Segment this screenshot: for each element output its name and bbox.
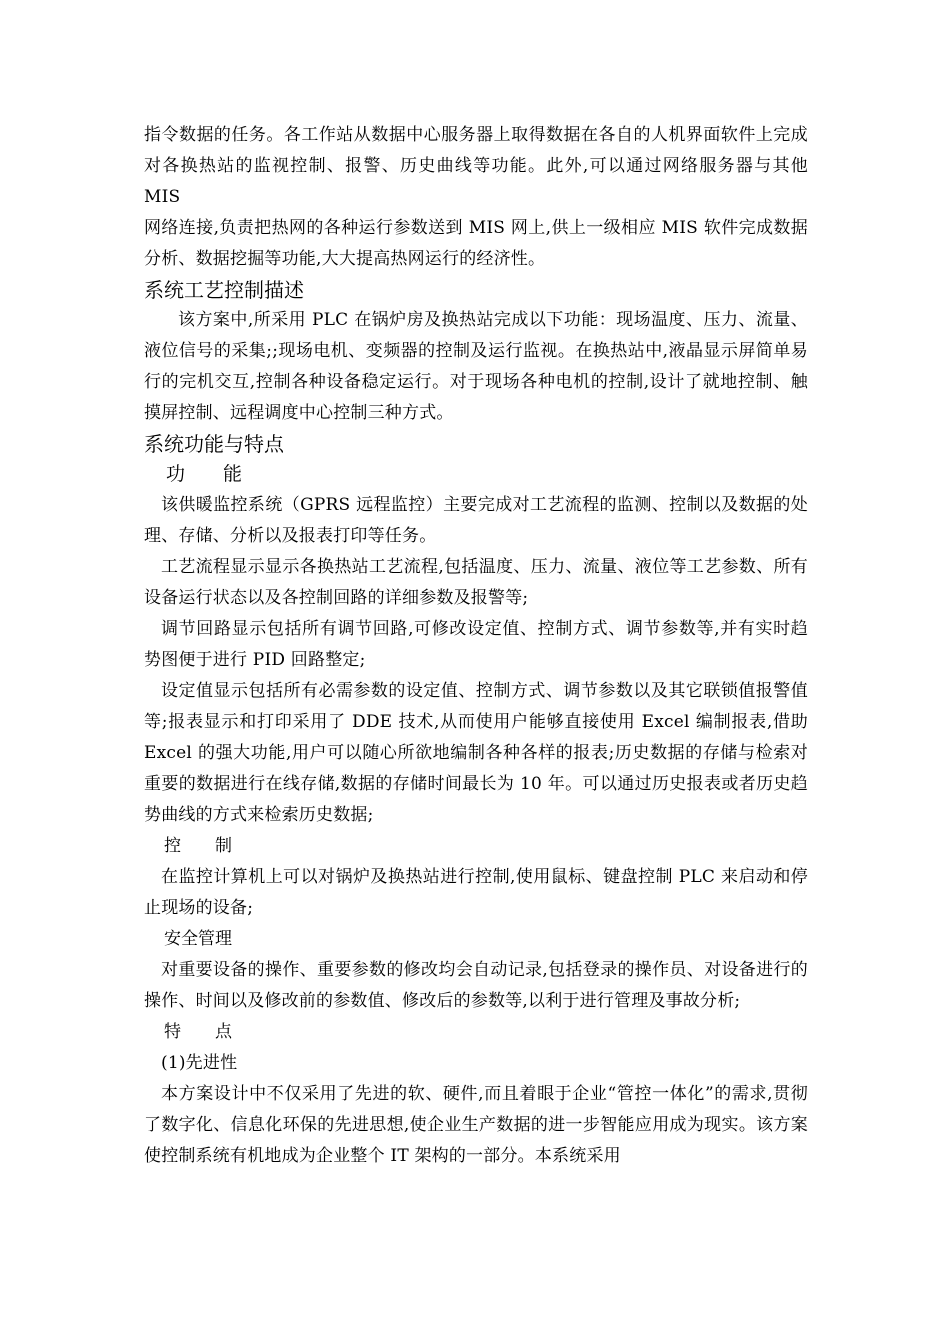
subheading-functions: 功 能 <box>166 463 243 485</box>
subheading-advanced: (1)先进性 <box>161 1053 238 1073</box>
paragraph-loop-display: 调节回路显示包括所有调节回路,可修改设定值、控制方式、调节参数等,并有实时趋势图便于进行 PID 回路整定; <box>144 619 808 670</box>
subheading-features: 特 点 <box>164 1022 232 1042</box>
paragraph-mis-intro: 指令数据的任务。各工作站从数据中心服务器上取得数据在各自的人机界面软件上完成对各换热站的监视控制、报警、历史曲线等功能。此外,可以通过网络服务器与其他 MIS <box>144 125 808 207</box>
heading-process-control: 系统工艺控制描述 <box>144 278 304 302</box>
paragraph-security: 对重要设备的操作、重要参数的修改均会自动记录,包括登录的操作员、对设备进行的操作、时间以及修改前的参数值、修改后的参数等,以利于进行管理及事故分析; <box>144 960 808 1011</box>
paragraph-process-display: 工艺流程显示显示各换热站工艺流程,包括温度、压力、流量、液位等工艺参数、所有设备运行状态以及各控制回路的详细参数及报警等; <box>144 557 808 608</box>
subheading-security: 安全管理 <box>164 929 232 949</box>
paragraph-setpoint-display: 设定值显示包括所有必需参数的设定值、控制方式、调节参数以及其它联锁值报警值等;报表显示和打印采用了 DDE 技术,从而使用户能够直接使用 Excel 编制报表,借助 Excel 的强大功能,用户可以随心所欲地编制各种各样的报表;历史数据的存储与检索对重要的数据进行在线存储,数据的存储时间最长为 10 年。可以通过历史报表或者历史趋势曲线的方式来检索历史数据; <box>144 681 808 825</box>
paragraph-process-control: 该方案中,所采用 PLC 在锅炉房及换热站完成以下功能：现场温度、压力、流量、液位信号的采集;;现场电机、变频器的控制及运行监视。在换热站中,液晶显示屏简单易行的完机交互,控制各种设备稳定运行。对于现场各种电机的控制,设计了就地控制、触摸屏控制、远程调度中心控制三种方式。 <box>144 310 808 423</box>
subheading-control: 控 制 <box>164 836 232 856</box>
heading-functions-features: 系统功能与特点 <box>144 432 284 456</box>
paragraph-advanced: 本方案设计中不仅采用了先进的软、硬件,而且着眼于企业“管控一体化”的需求,贯彻了数字化、信息化环保的先进思想,使企业生产数据的进一步智能应用成为现实。该方案使控制系统有机地成为企业整个 IT 架构的一部分。本系统采用 <box>144 1084 808 1166</box>
document-body <box>144 120 808 1172</box>
paragraph-control: 在监控计算机上可以对锅炉及换热站进行控制,使用鼠标、键盘控制 PLC 来启动和停止现场的设备; <box>144 867 808 918</box>
paragraph-mis-network: 网络连接,负责把热网的各种运行参数送到 MIS 网上,供上一级相应 MIS 软件完成数据分析、数据挖掘等功能,大大提高热网运行的经济性。 <box>144 218 808 269</box>
paragraph-monitoring-system: 该供暖监控系统（GPRS 远程监控）主要完成对工艺流程的监测、控制以及数据的处理、存储、分析以及报表打印等任务。 <box>144 495 808 546</box>
